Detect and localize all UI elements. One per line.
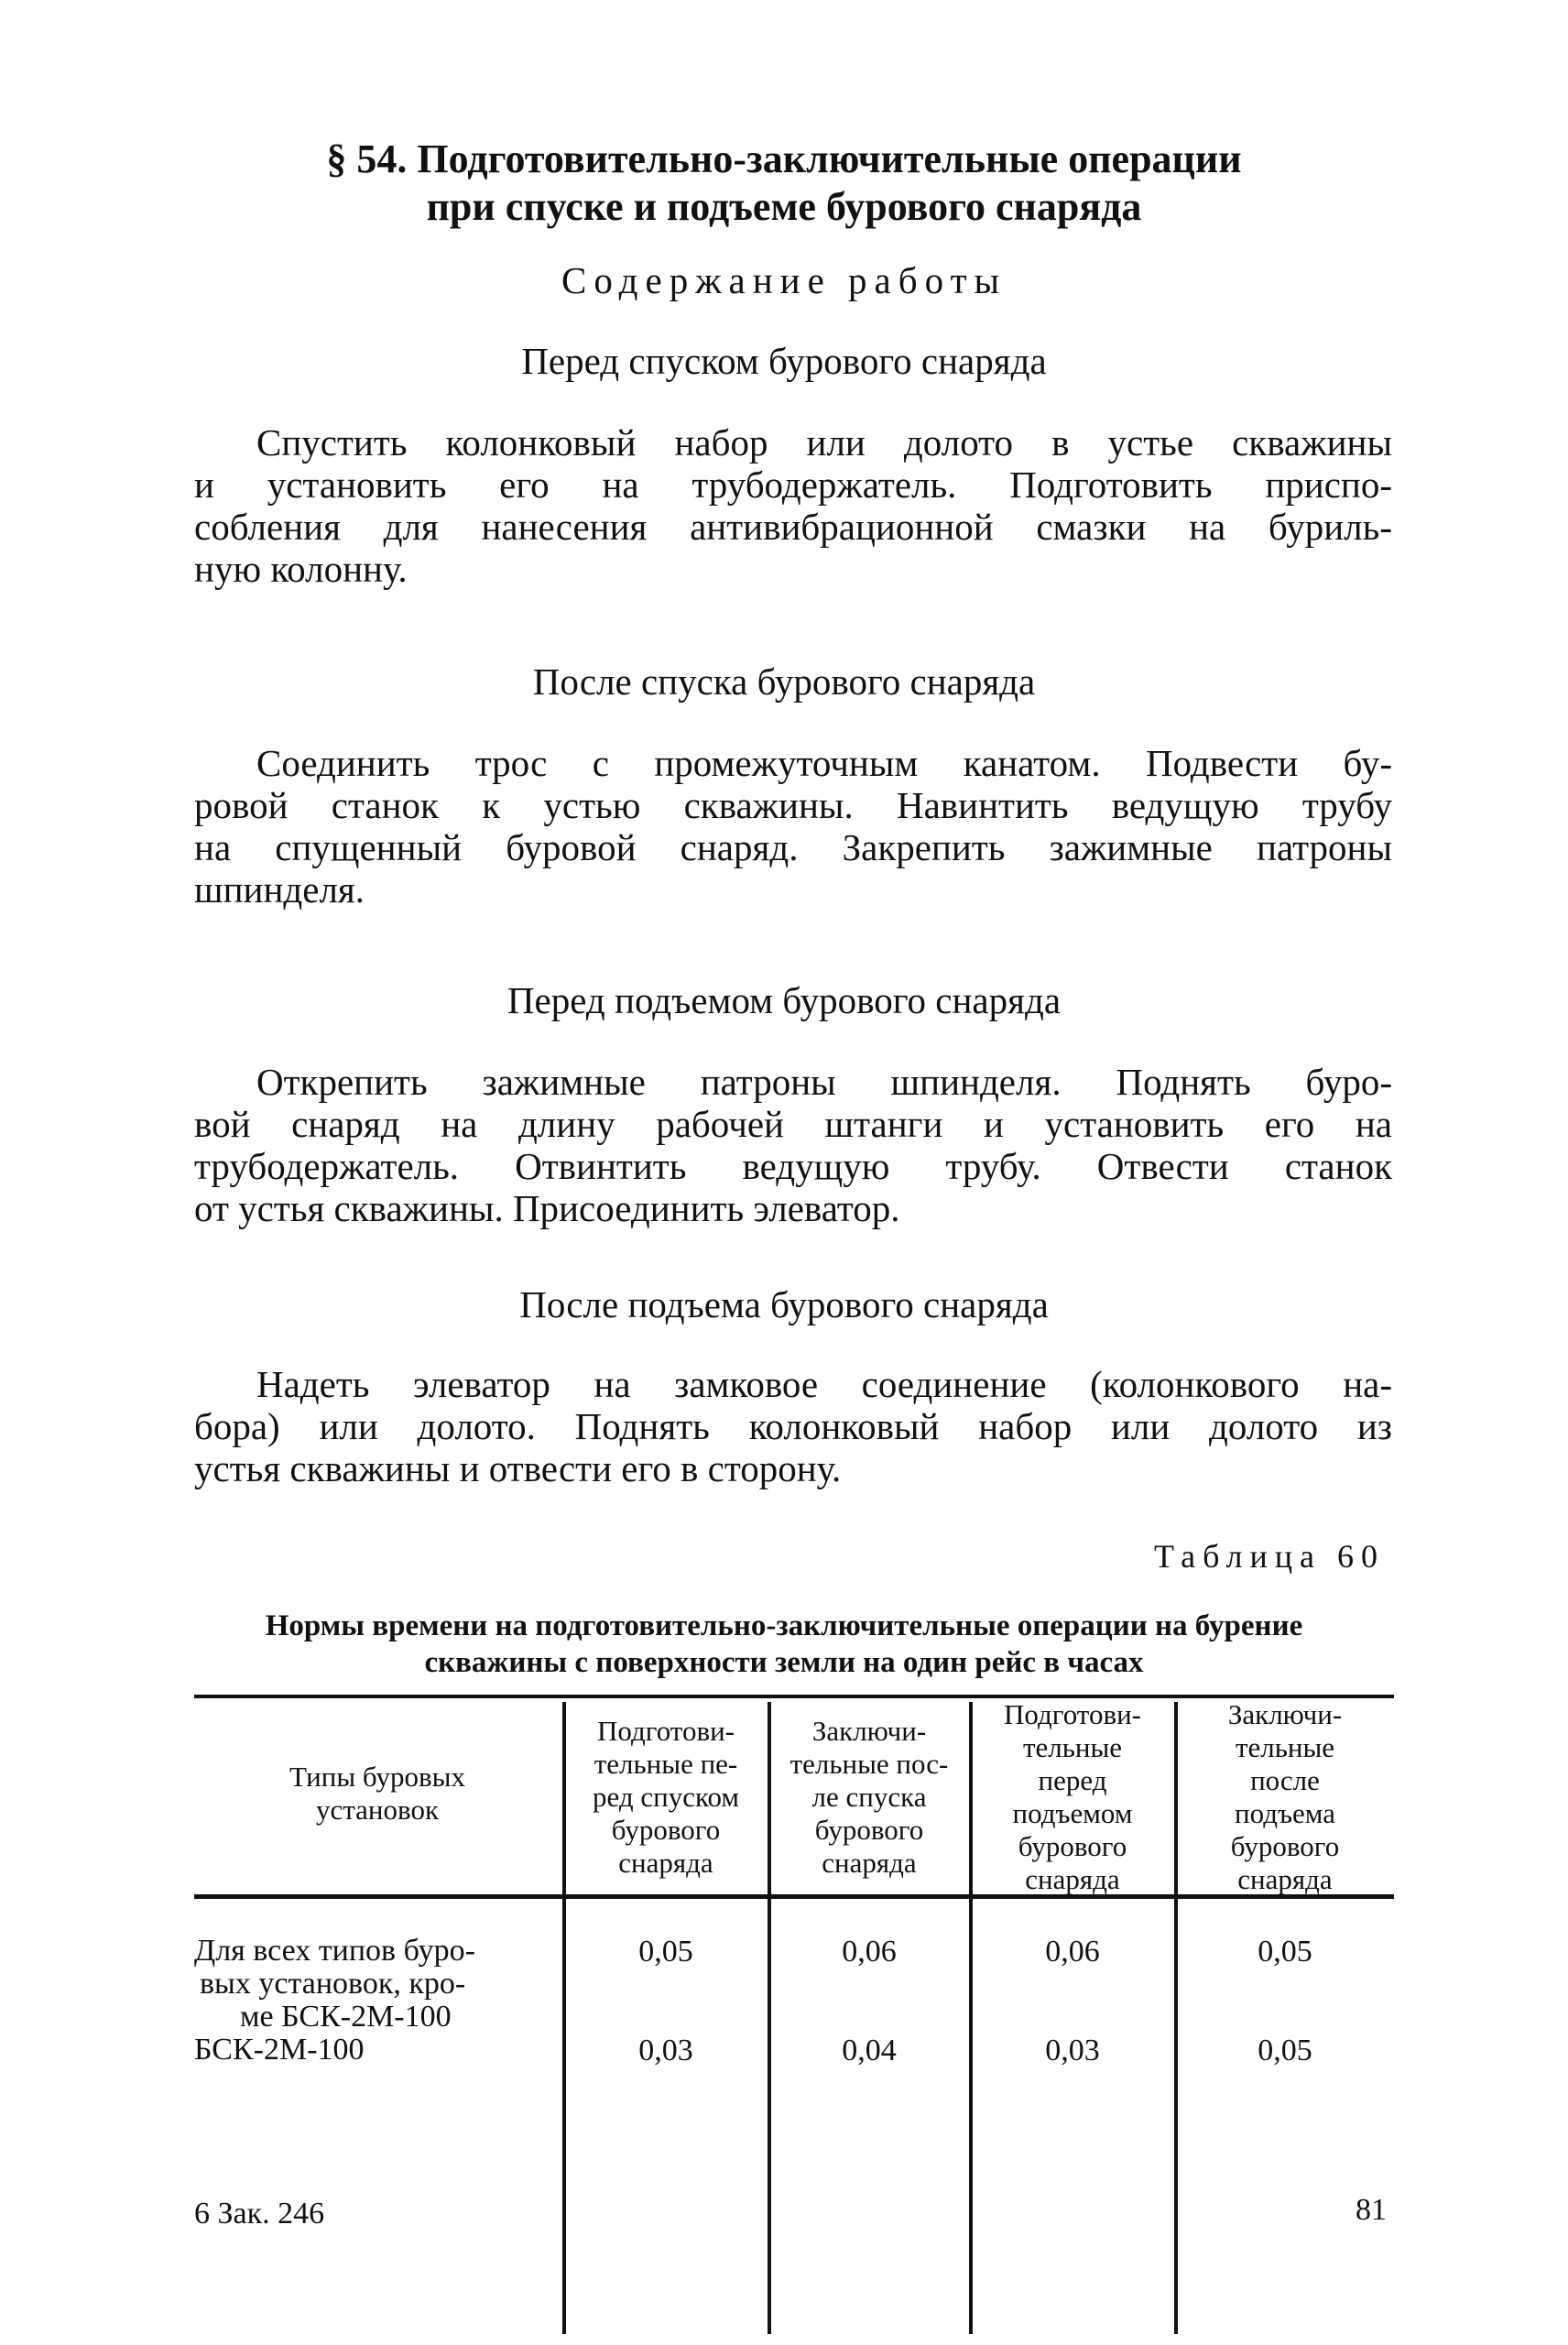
block-heading-before-lifting: Перед подъемом бурового снаряда [506,979,1062,1021]
header-cell-prep-before-lowering: Подготови- тельные пе- ред спуском бурового снаряда [593,1715,739,1879]
table-cell: 0,04 [842,2034,897,2067]
time-norms-table [194,1695,1394,2345]
paragraph-line: Спустить колонковый набор или долото в устье скважины [256,421,1392,464]
table-caption-line-2: скважины с поверхности земли на один рейс в часах [424,1646,1144,1679]
block-heading-before-lowering: Перед спуском бурового снаряда [521,340,1047,382]
content-heading: Содержание работы [561,259,1007,301]
paragraph-line: ную колонну. [194,548,408,590]
table-label: Таблица 60 [1154,1538,1385,1575]
paragraph-line: Надеть элеватор на замковое соединение (колонкового на- [256,1363,1392,1405]
header-cell-final-after-lifting: Заключи- тельные после подъема бурового снаряда [1227,1698,1343,1895]
paragraph-before-lifting [194,1061,1392,1229]
table-cell: 0,05 [638,1935,693,1969]
table-cell: 0,03 [638,2034,693,2067]
paragraph-after-lifting [194,1363,1392,1489]
paragraph-after-lowering [194,742,1392,911]
paragraph-line: устья скважины и отвести его в сторону. [194,1447,842,1489]
paragraph-line: Открепить зажимные патроны шпинделя. Поднять буро- [256,1061,1392,1103]
section-title-line-1: § 54. Подготовительно-заключительные операции [326,136,1242,181]
table-cell: 0,03 [1045,2034,1100,2067]
table-row-label: БСК-2М-100 [194,2033,365,2067]
paragraph-line: собления для нанесения антивибрационной смазки на буриль- [194,506,1392,548]
table-cell: 0,05 [1258,2034,1312,2067]
header-cell-installation-types: Типы буровых установок [289,1761,465,1826]
block-heading-after-lifting: После подъема бурового снаряда [519,1283,1049,1325]
paragraph-line: бора) или долото. Поднять колонковый набор или долото из [194,1405,1392,1447]
table-caption-line-1: Нормы времени на подготовительно-заключительные операции на бурение [265,1609,1303,1642]
paragraph-line: Соединить трос с промежуточным канатом. Подвести бу- [256,742,1392,784]
section-title-line-2: при спуске и подъеме бурового снаряда [426,184,1142,229]
paragraph-line: шпинделя. [194,868,365,911]
footer-print-order: 6 Зак. 246 [194,2197,325,2230]
paragraph-line: и установить его на трубодержатель. Подготовить приспо- [194,464,1392,506]
paragraph-line: на спущенный буровой снаряд. Закрепить зажимные патроны [194,826,1392,868]
table-cell: 0,05 [1258,1935,1312,1969]
paragraph-before-lowering [194,421,1392,590]
header-cell-final-after-lowering: Заключи- тельные пос- ле спуска бурового снаряда [789,1715,949,1879]
paragraph-line: вой снаряд на длину рабочей штанги и установить его на [194,1103,1392,1145]
paragraph-line: трубодержатель. Отвинтить ведущую трубу. Отвести станок [194,1145,1392,1187]
paragraph-line: от устья скважины. Присоединить элеватор. [194,1187,900,1229]
table-cell: 0,06 [1045,1935,1100,1969]
block-heading-after-lowering: После спуска бурового снаряда [532,660,1036,703]
page-number: 81 [1356,2193,1387,2227]
paragraph-line: ровой станок к устью скважины. Навинтить ведущую трубу [194,784,1392,826]
table-row-label: Для всех типов буро- вых установок, кро- ме БСК-2М-100 [194,1934,475,2034]
header-cell-prep-before-lifting: Подготови- тельные перед подъемом бурового снаряда [1004,1698,1141,1895]
table-cell: 0,06 [842,1935,897,1969]
